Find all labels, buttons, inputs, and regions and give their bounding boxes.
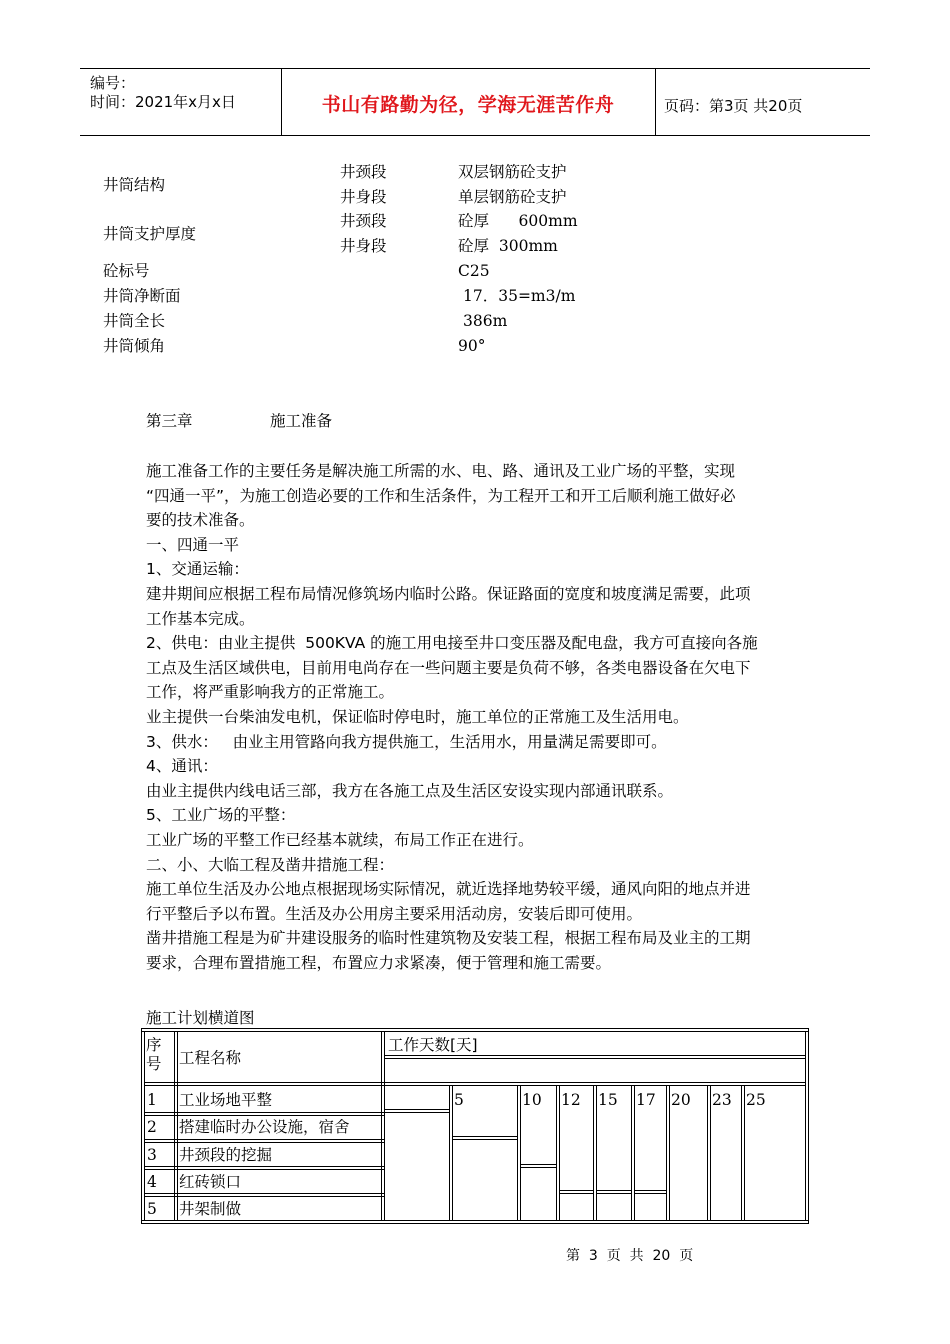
doc-time-label: 时间：2021年x月x日 <box>90 93 236 111</box>
table-rule <box>144 1169 385 1170</box>
table-rule <box>144 1196 385 1197</box>
row-name: 搭建临时办公设施，宿舍 <box>179 1118 350 1137</box>
day-label: 5 <box>454 1091 464 1109</box>
table-rule <box>452 1139 518 1140</box>
chapter-title: 施工准备 <box>270 412 333 430</box>
spec-value: 双层钢筋砼支护 <box>458 163 567 181</box>
day-label: 15 <box>598 1091 618 1109</box>
spec-label: 砼标号 <box>103 262 150 280</box>
row-name: 井架制做 <box>179 1200 242 1219</box>
header-divider <box>655 68 656 135</box>
table-caption: 施工计划横道图 <box>146 1009 255 1027</box>
body-line: 二、小、大临工程及凿井措施工程： <box>146 855 395 874</box>
body-line: 一、四通一平 <box>146 535 240 554</box>
spec-label: 井筒支护厚度 <box>103 225 197 243</box>
table-rule <box>141 1223 809 1224</box>
body-line: 业主提供一台柴油发电机，保证临时停电时，施工单位的正常施工及生活用电。 <box>146 708 689 726</box>
table-rule <box>144 1142 385 1143</box>
doc-code-label: 编号： <box>90 74 136 92</box>
table-rule <box>631 1085 632 1221</box>
spec-value: 单层钢筋砼支护 <box>458 188 567 206</box>
spec-value: 17．35=m3/m <box>463 287 576 305</box>
table-rule <box>141 1031 809 1032</box>
day-label: 25 <box>746 1091 766 1109</box>
spec-label: 井筒全长 <box>103 312 166 330</box>
day-label: 10 <box>522 1091 542 1109</box>
col-header-days: 工作天数[天] <box>388 1036 478 1054</box>
body-line: 凿井措施工程是为矿井建设服务的临时性建筑物及安装工程，根据工程布局及业主的工期 <box>146 929 751 948</box>
table-rule <box>559 1085 560 1221</box>
spec-value: 386m <box>463 312 508 330</box>
table-rule <box>634 1193 667 1194</box>
day-label: 23 <box>712 1091 732 1109</box>
table-rule <box>144 1139 385 1140</box>
table-rule <box>593 1085 594 1221</box>
page-label: 页码：第3页 共20页 <box>664 97 803 115</box>
body-line: 施工准备工作的主要任务是解决施工所需的水、电、路、通讯及工业广场的平整，实现 <box>146 462 736 480</box>
table-rule <box>449 1085 450 1221</box>
row-number: 1 <box>147 1091 157 1109</box>
header-top-rule <box>80 68 870 69</box>
col-header-name: 工程名称 <box>179 1049 242 1067</box>
spec-sub: 井颈段 <box>340 212 387 230</box>
body-line: 工作基本完成。 <box>146 609 255 628</box>
table-rule <box>141 1028 809 1029</box>
row-number: 3 <box>147 1145 157 1164</box>
spec-sub: 井颈段 <box>340 163 387 181</box>
row-name: 工业场地平整 <box>179 1091 273 1109</box>
row-name: 井颈段的挖掘 <box>179 1145 273 1164</box>
body-line: 建井期间应根据工程布局情况修筑场内临时公路。保证路面的宽度和坡度满足需要，此项 <box>146 585 751 603</box>
body-line: 要的技术准备。 <box>146 511 255 530</box>
table-rule <box>520 1167 557 1168</box>
table-rule <box>596 1190 632 1191</box>
spec-value: 砼厚 300mm <box>458 237 558 255</box>
table-rule <box>452 1136 518 1137</box>
table-rule <box>559 1193 594 1194</box>
body-line: 行平整后予以布置。生活及办公用房主要采用活动房，安装后即可使用。 <box>146 904 643 923</box>
table-rule <box>556 1085 557 1221</box>
table-rule <box>517 1085 518 1221</box>
spec-value: 90° <box>458 337 486 355</box>
body-line: 4、通讯： <box>146 757 218 776</box>
table-rule <box>452 1085 453 1221</box>
body-line: 2、供电：由业主提供 500KVA 的施工用电接至井口变压器及配电盘，我方可直接向各施 <box>146 634 758 653</box>
table-rule <box>596 1193 632 1194</box>
body-line: 3、供水： 由业主用管路向我方提供施工，生活用水，用量满足需要即可。 <box>146 732 667 751</box>
header-bottom-rule <box>80 135 870 136</box>
table-rule <box>520 1164 557 1165</box>
day-label: 12 <box>561 1091 581 1109</box>
table-rule <box>808 1028 809 1224</box>
body-line: 要求，合理布置措施工程，布置应力求紧凑，便于管理和施工需要。 <box>146 954 612 972</box>
table-rule <box>559 1190 594 1191</box>
row-name: 红砖锁口 <box>179 1172 242 1191</box>
table-rule <box>141 1220 809 1221</box>
day-label: 17 <box>636 1091 656 1109</box>
table-rule <box>669 1085 670 1221</box>
table-rule <box>384 1055 806 1056</box>
spec-label: 井筒倾角 <box>103 337 166 355</box>
row-number: 2 <box>147 1118 157 1137</box>
table-rule <box>634 1190 667 1191</box>
table-rule <box>666 1085 667 1221</box>
chapter-number: 第三章 <box>146 412 193 430</box>
body-line: “四通一平”，为施工创造必要的工作和生活条件，为工程开工和开工后顺利施工做好必 <box>146 486 736 505</box>
table-rule <box>144 1082 806 1083</box>
table-rule <box>710 1085 711 1221</box>
row-number: 5 <box>147 1200 157 1219</box>
table-rule <box>741 1085 742 1221</box>
header-motto: 书山有路勤为径，学海无涯苦作舟 <box>321 94 615 116</box>
spec-value: C25 <box>458 262 490 280</box>
table-rule <box>744 1085 745 1221</box>
table-rule <box>384 1058 806 1059</box>
table-rule <box>141 1028 142 1224</box>
table-rule <box>144 1115 385 1116</box>
table-rule <box>144 1166 385 1167</box>
table-rule <box>384 1109 450 1110</box>
body-line: 工业广场的平整工作已经基本就续，布局工作正在进行。 <box>146 831 534 849</box>
table-rule <box>805 1031 806 1221</box>
body-line: 工点及生活区域供电，目前用电尚存在一些问题主要是负荷不够，各类电器设备在欠电下 <box>146 658 751 677</box>
table-rule <box>144 1112 385 1113</box>
body-line: 1、交通运输： <box>146 560 249 579</box>
table-rule <box>596 1085 597 1221</box>
col-header-seq: 序号 <box>146 1036 162 1073</box>
spec-sub: 井身段 <box>340 188 387 206</box>
spec-sub: 井身段 <box>340 237 387 255</box>
table-rule <box>634 1085 635 1221</box>
table-rule <box>144 1193 385 1194</box>
page-footer: 第 3 页 共 20 页 <box>566 1248 694 1264</box>
spec-value: 砼厚 600mm <box>458 212 578 230</box>
row-number: 4 <box>147 1172 157 1191</box>
table-rule <box>384 1112 450 1113</box>
spec-label: 井筒结构 <box>103 176 166 194</box>
body-line: 工作，将严重影响我方的正常施工。 <box>146 683 395 702</box>
body-line: 5、工业广场的平整： <box>146 806 296 825</box>
body-line: 由业主提供内线电话三部，我方在各施工点及生活区安设实现内部通讯联系。 <box>146 781 674 800</box>
table-rule <box>707 1085 708 1221</box>
spec-label: 井筒净断面 <box>103 287 181 305</box>
day-label: 20 <box>671 1091 691 1109</box>
body-line: 施工单位生活及办公地点根据现场实际情况，就近选择地势较平缓，通风向阳的地点并进 <box>146 880 751 899</box>
table-rule <box>520 1085 521 1221</box>
